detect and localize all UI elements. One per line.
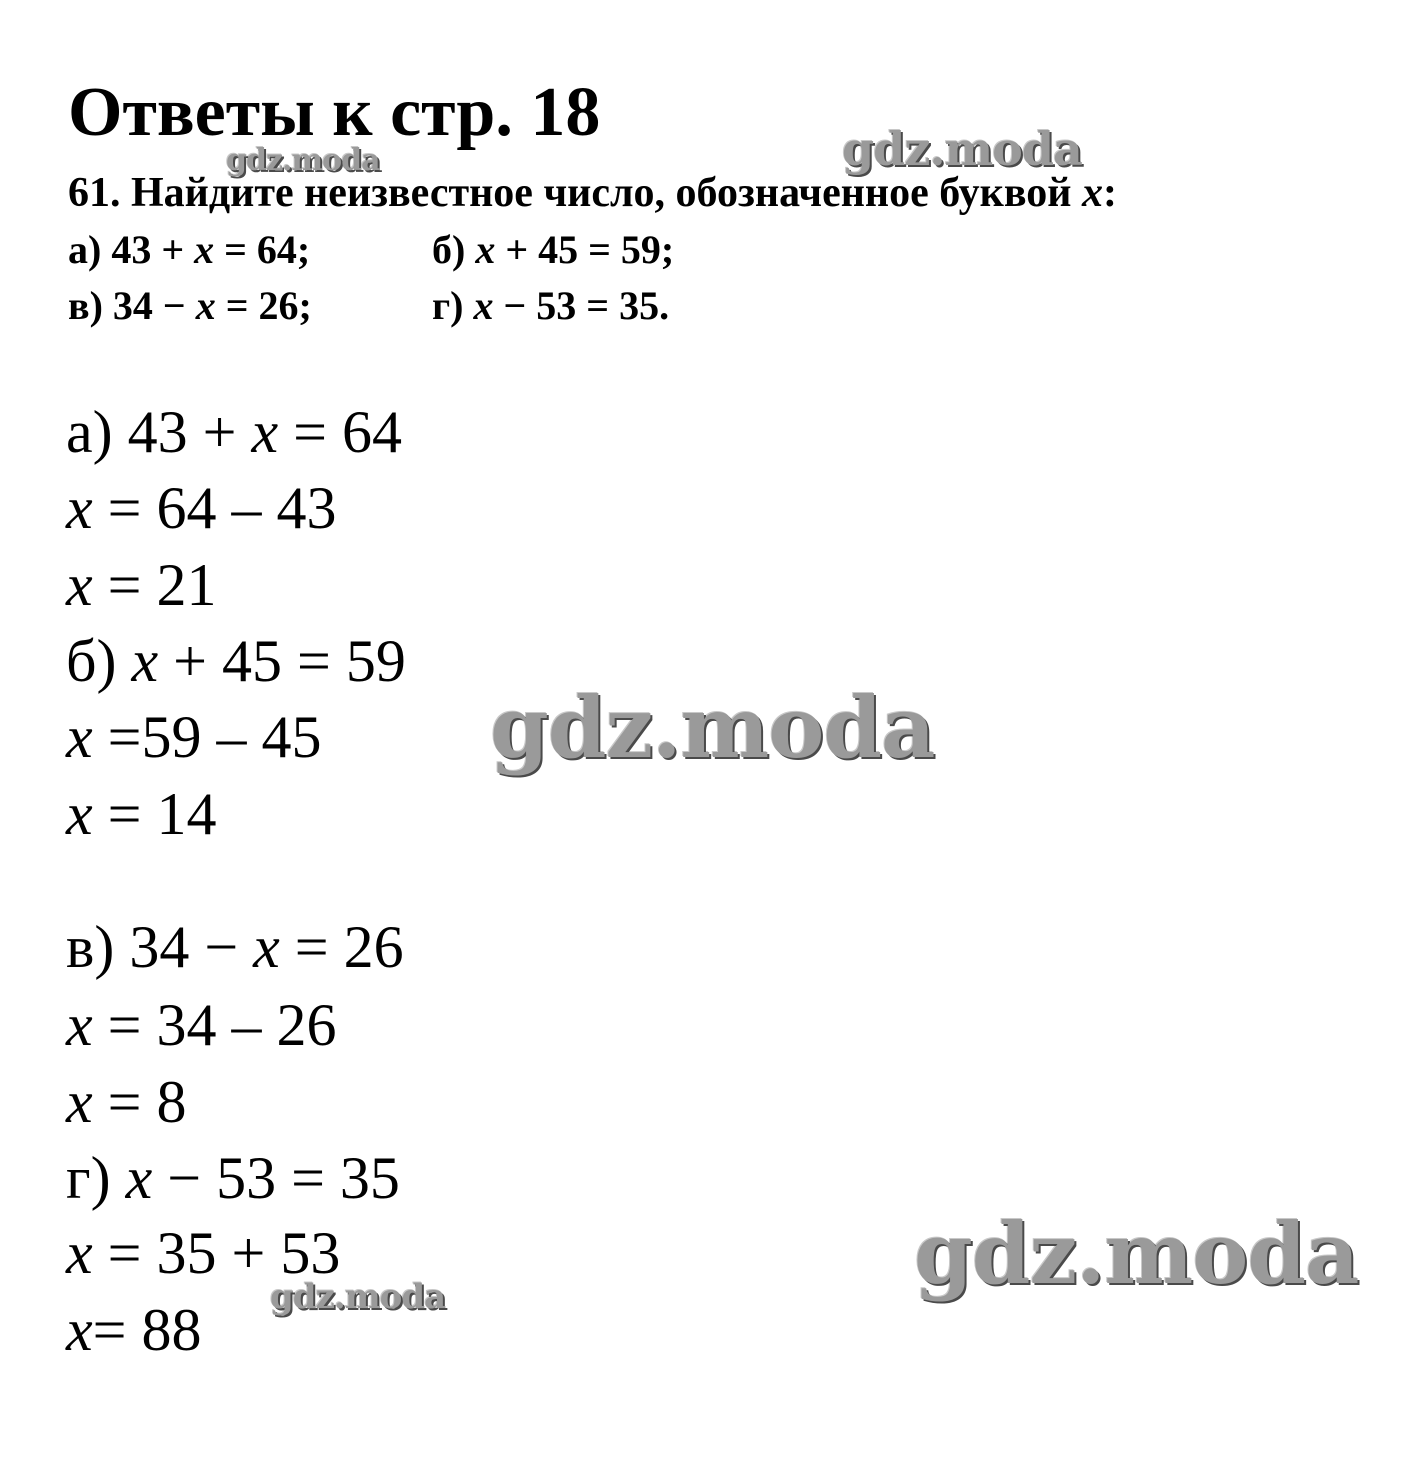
part-variable: x [194, 227, 215, 272]
solution-pre: 34 − [129, 914, 254, 980]
solution-variable: x [125, 1145, 153, 1211]
solution-line [66, 475, 337, 541]
solution-line [66, 781, 217, 847]
solution-post: + 45 = 59 [158, 628, 406, 694]
solution-variable: x [66, 781, 93, 847]
solution-variable: x [131, 628, 159, 694]
solution-variable: x [251, 399, 279, 465]
task-prompt-variable: x [1081, 170, 1103, 216]
part-variable: x [473, 283, 494, 328]
solution-line [66, 704, 322, 770]
solution-variable: x [66, 1069, 93, 1135]
solution-line [66, 1220, 341, 1286]
part-label: б) [432, 227, 476, 272]
task-prompt [68, 172, 1117, 214]
solution-label: а) [66, 399, 128, 465]
solution-variable: x [66, 475, 93, 541]
solution-line [66, 552, 217, 618]
solution-post: = 26 [279, 914, 404, 980]
solution-label: г) [66, 1145, 126, 1211]
solution-post: = 14 [92, 781, 217, 847]
part-pre: 34 − [112, 283, 196, 328]
solution-post: − 53 = 35 [152, 1145, 400, 1211]
solution-line [66, 992, 337, 1058]
page-title: Ответы к стр. 18 [68, 74, 601, 151]
watermark: gdz.moda [490, 678, 935, 777]
solution-post: = 64 [278, 399, 402, 465]
solution-post: = 64 – 43 [92, 475, 337, 541]
task-part-a [68, 227, 311, 272]
part-post: − 53 = 35. [493, 283, 670, 328]
solution-variable: x [253, 914, 280, 980]
solution-variable: x [66, 704, 93, 770]
task-part-v [68, 283, 312, 328]
solution-post: = 8 [92, 1069, 187, 1135]
solution-line [66, 1069, 187, 1135]
solution-line [66, 399, 402, 465]
part-pre: 43 + [111, 227, 195, 272]
solution-variable: x [66, 552, 93, 618]
solution-pre: 43 + [127, 399, 252, 465]
part-label: г) [432, 283, 474, 328]
solution-label: в) [66, 914, 130, 980]
task-part-g [432, 283, 670, 328]
part-label: а) [68, 227, 112, 272]
part-post: = 26; [215, 283, 312, 328]
part-post: = 64; [214, 227, 311, 272]
solution-post: = 21 [92, 552, 217, 618]
solution-line [66, 914, 404, 980]
solution-line [66, 1297, 202, 1363]
watermark: gdz.moda [270, 1277, 446, 1317]
task-prompt-text: 61. Найдите неизвестное число, обозначенное буквой [68, 170, 1082, 216]
solution-variable: x [66, 1297, 93, 1363]
solution-post: =59 – 45 [92, 704, 322, 770]
solution-post: = 35 + 53 [92, 1220, 341, 1286]
solution-post: = 34 – 26 [92, 992, 337, 1058]
solution-post: = 88 [92, 1297, 202, 1363]
part-post: + 45 = 59; [495, 227, 675, 272]
solution-line [66, 1145, 400, 1211]
part-variable: x [195, 283, 216, 328]
solution-label: б) [66, 628, 132, 694]
part-label: в) [68, 283, 113, 328]
task-prompt-colon: : [1102, 170, 1117, 216]
watermark: gdz.moda [914, 1204, 1359, 1303]
watermark: gdz.moda [226, 143, 380, 178]
solution-line [66, 628, 406, 694]
solution-variable: x [66, 992, 93, 1058]
task-part-b [432, 227, 675, 272]
part-variable: x [475, 227, 496, 272]
watermark: gdz.moda [842, 122, 1082, 176]
solution-variable: x [66, 1220, 93, 1286]
